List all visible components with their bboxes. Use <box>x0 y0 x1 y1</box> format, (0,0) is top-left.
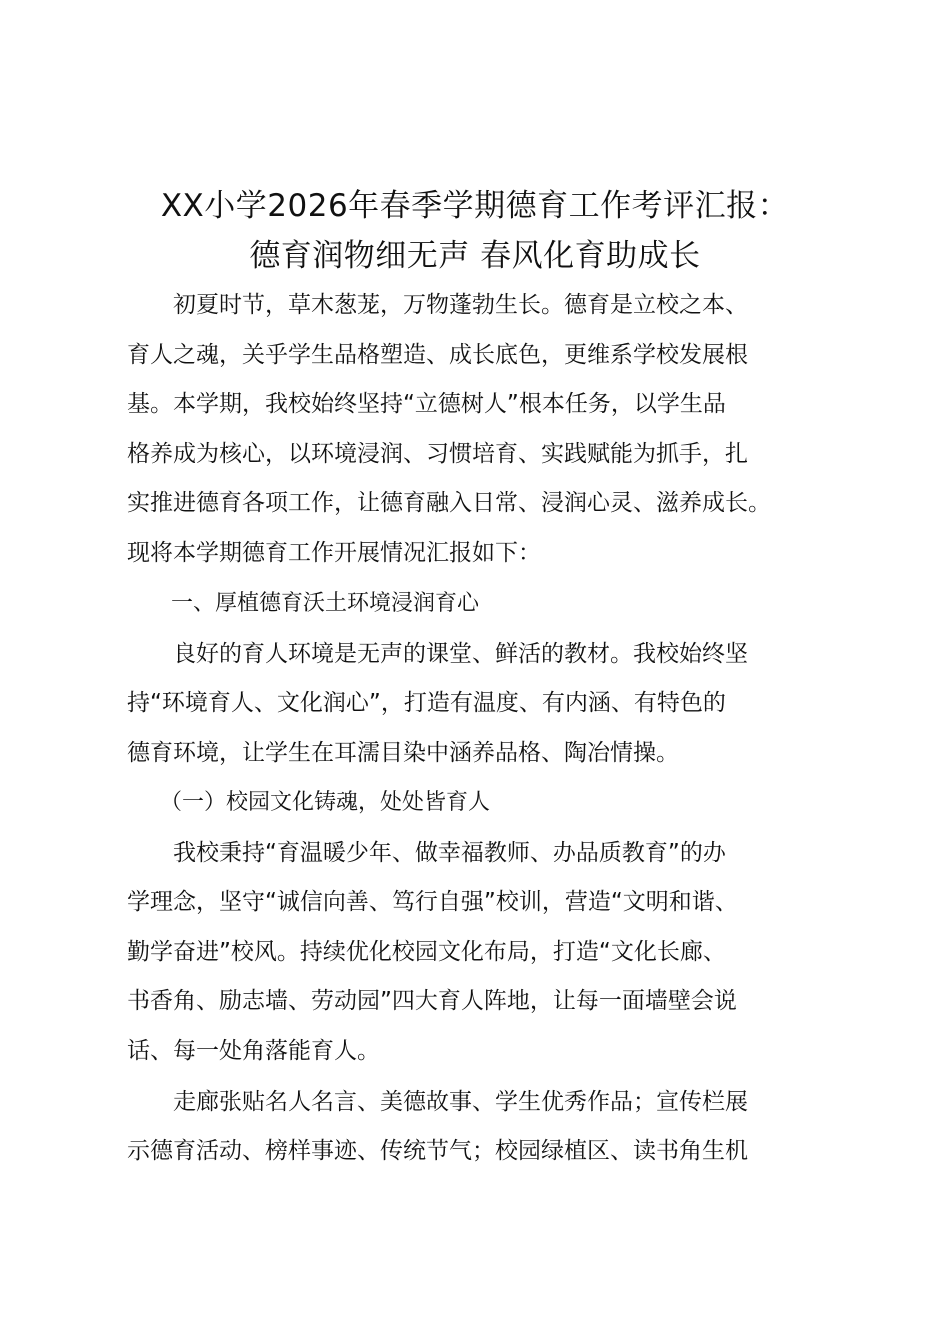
body-line: 勤学奋进”校风。持续优化校园文化布局，打造“文化长廊、 <box>127 939 726 965</box>
body-line: 初夏时节，草木葱茏，万物蓬勃生长。德育是立校之本、 <box>127 292 748 318</box>
document-title-line-2: 德育润物细无声 春风化育助成长 <box>249 238 701 274</box>
body-line: 书香角、励志墙、劳动园”四大育人阵地，让每一面墙壁会说 <box>127 988 737 1014</box>
subsection-heading: （一）校园文化铸魂，处处皆育人 <box>127 790 491 815</box>
body-line: 示德育活动、榜样事迹、传统节气；校园绿植区、读书角生机 <box>127 1138 748 1164</box>
body-line: 走廊张贴名人名言、美德故事、学生优秀作品；宣传栏展 <box>127 1089 748 1115</box>
body-line: 育人之魂，关乎学生品格塑造、成长底色，更维系学校发展根 <box>127 342 748 368</box>
body-line: 基。本学期，我校始终坚持“立德树人”根本任务，以学生品 <box>127 391 726 417</box>
document-title-line-1: XX小学2026年春季学期德育工作考评汇报： <box>160 188 790 224</box>
body-line: 我校秉持“育温暖少年、做幸福教师、办品质教育”的办 <box>127 840 726 866</box>
body-line: 德育环境，让学生在耳濡目染中涵养品格、陶冶情操。 <box>127 740 679 766</box>
body-line: 学理念，坚守“诚信向善、笃行自强”校训，营造“文明和谐、 <box>127 889 738 915</box>
body-line: 话、每一处角落能育人。 <box>127 1038 380 1064</box>
section-heading: 一、厚植德育沃土环境浸润育心 <box>127 591 480 616</box>
body-line: 良好的育人环境是无声的课堂、鲜活的教材。我校始终坚 <box>127 641 748 667</box>
body-line: 格养成为核心，以环境浸润、习惯培育、实践赋能为抓手，扎 <box>127 441 748 467</box>
body-line: 现将本学期德育工作开展情况汇报如下： <box>127 540 541 566</box>
body-line: 实推进德育各项工作，让德育融入日常、浸润心灵、滋养成长。 <box>127 490 771 516</box>
body-line: 持“环境育人、文化润心”，打造有温度、有内涵、有特色的 <box>127 690 726 716</box>
